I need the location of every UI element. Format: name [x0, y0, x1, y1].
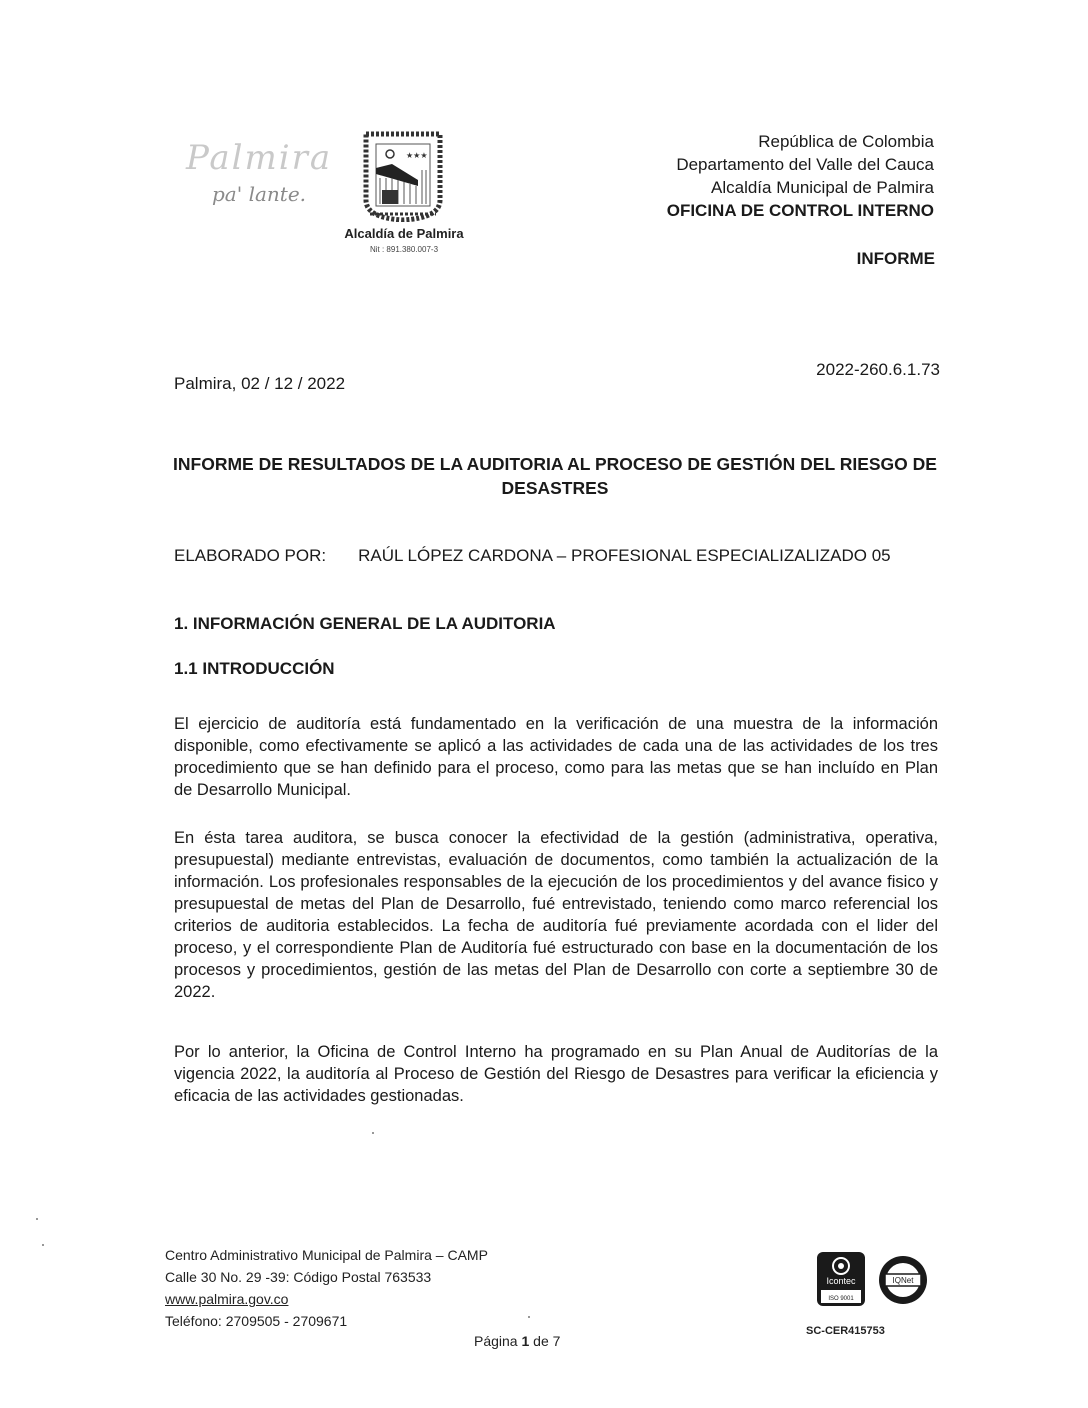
slogan-bottom-text: pa' lante. — [212, 182, 307, 206]
iqnet-badge-icon — [879, 1256, 927, 1304]
author-line — [174, 546, 891, 566]
page-current: 1 — [521, 1333, 530, 1349]
municipal-crest-icon — [362, 130, 444, 222]
paragraph: Por lo anterior, la Oficina de Control Interno ha programado en su Plan Anual de Auditorías de la vigencia 2022, la auditoría al Proceso de Gestión del Riesgo de Desastres para verificar la eficiencia y eficacia de las actividades gestionadas. — [174, 1043, 938, 1105]
website-link[interactable]: www.palmira.gov.co — [165, 1291, 289, 1307]
crest-name: Alcaldía de Palmira — [344, 226, 464, 241]
scan-speck — [36, 1218, 38, 1220]
footer-address-2: Calle 30 No. 29 -39: Código Postal 763533 — [165, 1269, 432, 1285]
paragraph: El ejercicio de auditoría está fundamentado en la verificación de una muestra de la información disponible, como efectivamente se aplicó a las actividades de cada una de las actividades de los tres procedimiento que se han definido para el proceso, como para las metas que se han incluído en Plan de Desarrollo Municipal. — [174, 715, 938, 799]
footer-address-1: Centro Administrativo Municipal de Palmira – CAMP — [165, 1247, 488, 1263]
reference-number: 2022-260.6.1.73 — [816, 360, 940, 379]
paragraph: En ésta tarea auditora, se busca conocer la efectividad de la gestión (administrativa, operativa, presupuestal) mediante entrevistas, evaluación de documentos, como también la actualización de la información. Los profesionales responsables de la ejecución de los procedimientos y del avance fisico y presupuestal de metas del Plan de Desarrollo, fué entrevistado, teniendo como marco referencial los criterios de auditoria establecidos. La fecha de auditoría fué previamente acordada con el lider del proceso, y el correspondiente Plan de Auditoría fué estructurado con base en la documentación de los procesos y procedimientos, gestión de las metas del Plan de Desarrollo con corte a septiembre 30 de 2022. — [174, 829, 938, 1001]
org-office: OFICINA DE CONTROL INTERNO — [666, 201, 934, 220]
page-total: de 7 — [533, 1333, 561, 1349]
scan-speck — [528, 1316, 530, 1318]
page-number — [474, 1333, 560, 1349]
iqnet-label: IQNet — [892, 1276, 914, 1285]
footer-phone: Teléfono: 2709505 - 2709671 — [165, 1313, 348, 1329]
org-municipality: Alcaldía Municipal de Palmira — [711, 178, 934, 197]
subsection-heading: 1.1 INTRODUCCIÓN — [174, 659, 335, 678]
author-name: RAÚL LÓPEZ CARDONA – PROFESIONAL ESPECIALIZALIZADO 05 — [358, 546, 891, 565]
section-heading: 1. INFORMACIÓN GENERAL DE LA AUDITORIA — [174, 614, 556, 633]
icontec-badge-icon — [817, 1252, 865, 1306]
document-title: INFORME DE RESULTADOS DE LA AUDITORIA AL PROCESO DE GESTIÓN DEL RIESGO DE DESASTRES — [173, 454, 937, 498]
certificate-code: SC-CER415753 — [806, 1325, 885, 1337]
org-country: República de Colombia — [758, 132, 934, 151]
svg-text:★★★: ★★★ — [406, 151, 428, 160]
document-date: Palmira, 02 / 12 / 2022 — [174, 374, 346, 393]
page-label: Página — [474, 1333, 518, 1349]
slogan-top-text: Palmira — [186, 138, 333, 178]
footer-contact — [165, 1244, 488, 1332]
organization-header — [667, 130, 934, 222]
crest-nit: Nit : 891.380.007-3 — [369, 245, 439, 254]
org-department: Departamento del Valle del Cauca — [676, 155, 934, 174]
scan-speck — [372, 1132, 374, 1134]
scan-speck — [42, 1244, 44, 1246]
document-type: INFORME — [856, 249, 935, 268]
author-label: ELABORADO POR: — [174, 546, 327, 565]
slogan-logo — [186, 140, 336, 220]
certification-logos — [815, 1252, 931, 1308]
icontec-label: Icontec — [826, 1276, 856, 1286]
iso-label: ISO 9001 — [828, 1296, 854, 1302]
